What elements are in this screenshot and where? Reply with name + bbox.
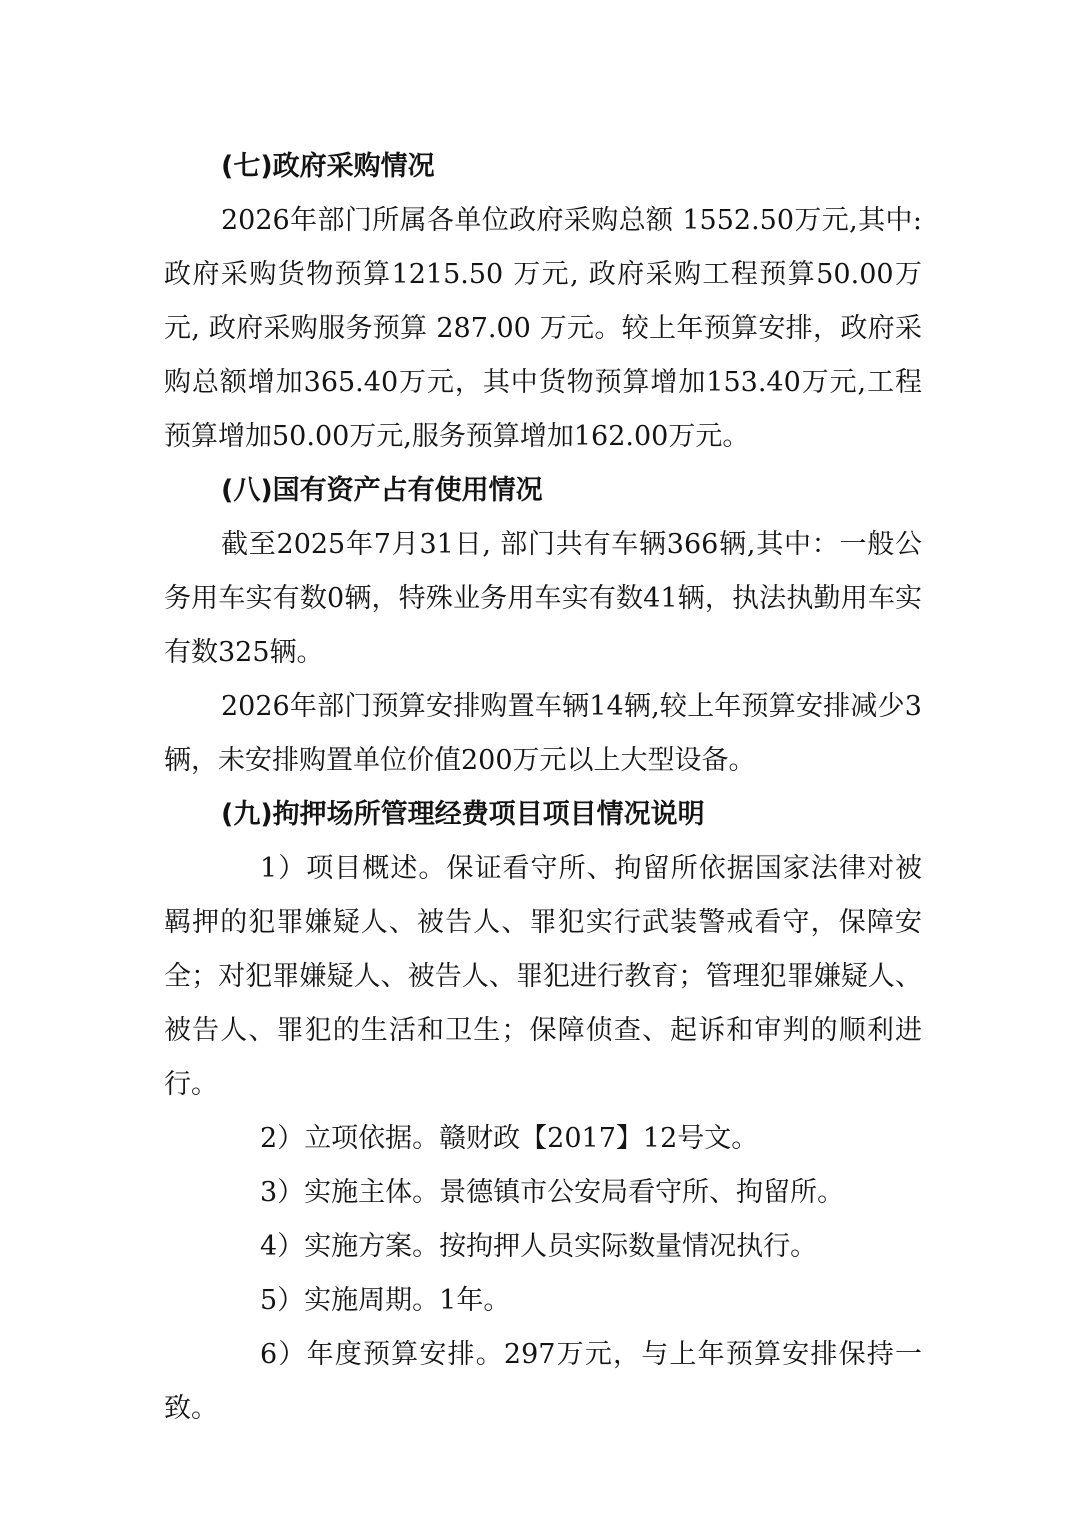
project-item-budget: 6）年度预算安排。297万元，与上年预算安排保持一致。	[164, 1339, 922, 1424]
project-item-plan: 4）实施方案。按拘押人员实际数量情况执行。	[260, 1231, 818, 1262]
project-item-period: 5）实施周期。1年。	[260, 1285, 511, 1316]
section-heading-detention-project: (九)拘押场所管理经费项目项目情况说明	[221, 799, 705, 830]
project-item-basis: 2）立项依据。赣财政【2017】12号文。	[260, 1123, 759, 1154]
paragraph-vehicle-purchase: 2026年部门预算安排购置车辆14辆,较上年预算安排减少3辆，未安排购置单位价值200万元以上大型设备。	[164, 691, 922, 776]
paragraph-vehicle-count: 截至2025年7月31日, 部门共有车辆366辆,其中：一般公务用车实有数0辆，特殊业务用车实有数41辆，执法执勤用车实有数325辆。	[164, 529, 922, 668]
project-item-overview: 1）项目概述。保证看守所、拘留所依据国家法律对被羁押的犯罪嫌疑人、被告人、罪犯实行武装警戒看守，保障安全；对犯罪嫌疑人、被告人、罪犯进行教育；管理犯罪嫌疑人、被告人、罪犯的生活和卫生；保障侦查、起诉和审判的顺利进行。	[164, 853, 922, 1100]
section-heading-government-procurement: (七)政府采购情况	[221, 151, 435, 182]
project-item-implementer: 3）实施主体。景德镇市公安局看守所、拘留所。	[260, 1177, 845, 1208]
section-heading-state-assets: (八)国有资产占有使用情况	[221, 475, 543, 506]
document-page	[164, 140, 922, 1436]
paragraph-procurement-total: 2026年部门所属各单位政府采购总额 1552.50万元,其中: 政府采购货物预算1215.50 万元, 政府采购工程预算50.00万元, 政府采购服务预算 287.00 万元。较上年预算安排，政府采购总额增加365.40万元，其中货物预算增加153.40万元,工程预算增加50.00万元,服务预算增加162.00万元。	[164, 205, 922, 452]
